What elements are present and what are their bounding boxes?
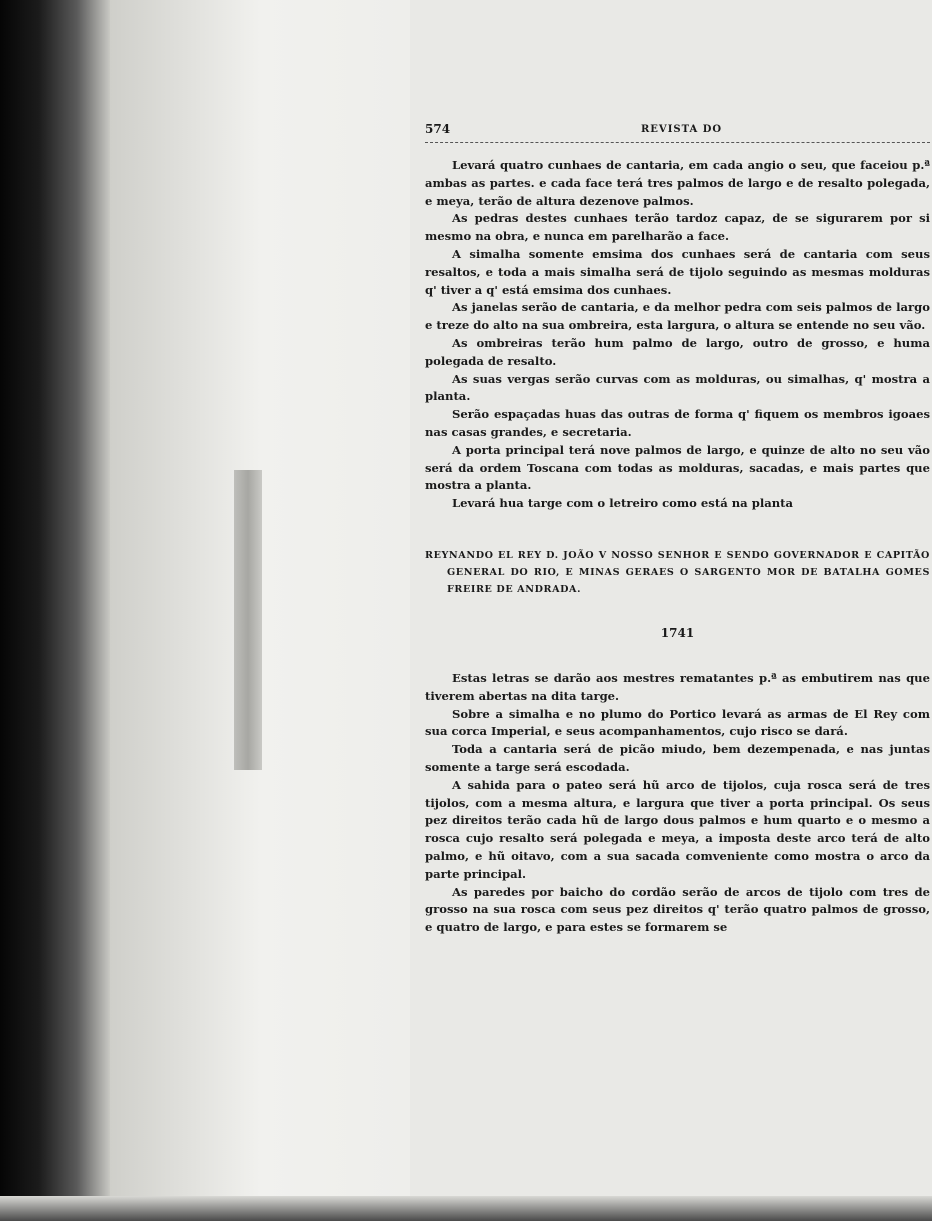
page-bottom-edge xyxy=(0,1196,932,1221)
paragraph: A porta principal terá nove palmos de largo, e quinze de alto no seu vão será da ordem Toscana com todas as molduras, sacadas, e mais partes que mostra a planta. xyxy=(425,442,930,493)
paragraph: As janelas serão de cantaria, e da melhor pedra com seis palmos de largo e treze do alto na sua ombreira, esta largura, o altura se entende no seu vão. xyxy=(425,300,930,333)
inscription-text: REYNANDO EL REY D. JOÃO V NOSSO SENHOR E SENDO GOVERNADOR E CAPITÃO GENERAL DO RIO, E MINAS GERAES O SARGENTO MOR DE BATALHA GOMES FREIRE DE ANDRADA. xyxy=(425,549,930,595)
paragraph: As paredes por baicho do cordão serão de arcos de tijolo com tres de grosso na sua rosca com seus pez direitos q' terão quatro palmos de grosso, e quatro de largo, e para estes se formarem se xyxy=(425,884,930,935)
paragraph: As ombreiras terão hum palmo de largo, outro de grosso, e huma polegada de resalto. xyxy=(425,335,930,368)
running-title: REVISTA DO xyxy=(641,124,723,135)
paragraph: Levará hua targe com o letreiro como está na planta xyxy=(452,496,794,511)
year-heading: 1741 xyxy=(660,625,695,640)
paragraph: As suas vergas serão curvas com as molduras, ou simalhas, q' mostra a planta. xyxy=(425,371,930,404)
paragraph: Toda a cantaria será de picão miudo, bem dezempenada, e nas juntas somente a targe será escodada. xyxy=(425,742,930,774)
book-spine-shadow xyxy=(0,0,110,1221)
paragraph: Estas letras se darão aos mestres rematantes p.ª as embutirem nas que tiverem abertas na dita targe. xyxy=(425,670,930,703)
paragraph: As pedras destes cunhaes terão tardoz capaz, de se sigurarem por si mesmo na obra, e nunca em parelharão a face. xyxy=(425,211,930,244)
paragraph: A simalha somente emsima dos cunhaes será de cantaria com seus resaltos, e toda a mais simalha será de tijolo seguindo as mesmas molduras q' tiver a q' está emsima dos cunhaes. xyxy=(425,246,930,297)
header-rule xyxy=(425,142,930,143)
paragraph: A sahida para o pateo será hũ arco de tijolos, cuja rosca será de tres tijolos, com a mesma altura, e largura que tiver a porta principal. Os seus pez direitos terão cada hũ de largo dous palmos e hum quarto e o mesmo a rosca cujo resalto será polegada e meya, a imposta deste arco terá de alto palmo, e hũ oitavo, com a sua sacada comveniente como mostra o arco da parte principal. xyxy=(425,777,930,881)
document-page xyxy=(425,118,930,937)
page-header xyxy=(425,118,930,140)
page-number: 574 xyxy=(425,122,451,136)
binding-stamp xyxy=(234,470,262,770)
paragraph: Sobre a simalha e no plumo do Portico levará as armas de El Rey com sua corca Imperial, e seus acompanhamentos, cujo risco se dará. xyxy=(425,706,930,739)
paragraph: Levará quatro cunhaes de cantaria, em cada angio o seu, que faceiou p.ª ambas as partes. e cada face terá tres palmos de largo e de resalto polegada, e meya, terão de altura dezenove palmos. xyxy=(425,158,930,208)
paragraph: Serão espaçadas huas das outras de forma q' fiquem os membros igoaes nas casas grandes, e secretaria. xyxy=(425,407,930,439)
